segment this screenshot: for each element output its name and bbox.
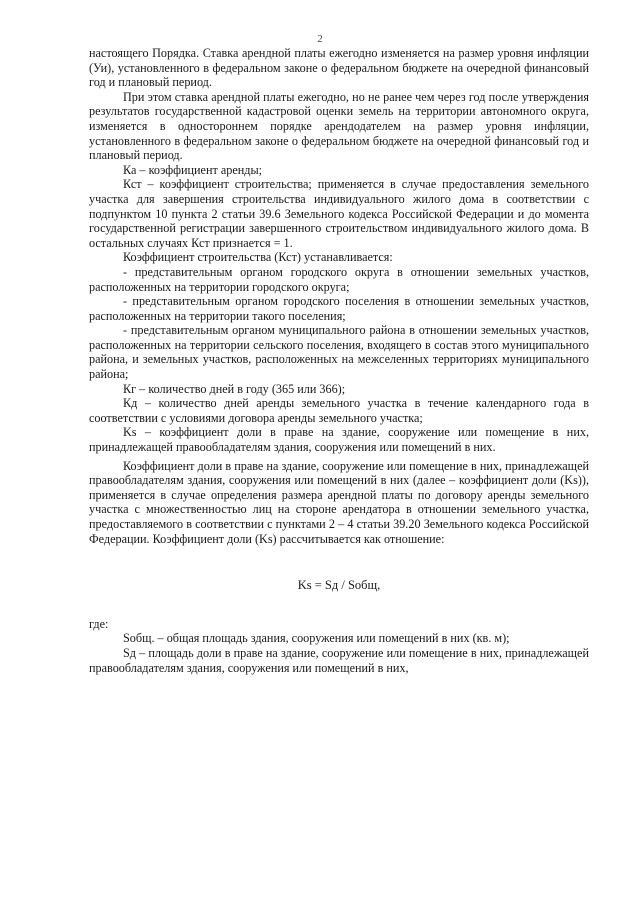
paragraph-rate-change: При этом ставка арендной платы ежегодно, но не ранее чем через год после утверждения результатов государственной кадастровой оценки земель на территории автономного округа, изменяется в одностороннем порядке арендодателем на размер уровня инфляции, установленного в федеральном законе о федеральном бюджете на очередной финансовый год и плановый период.	[89, 89, 589, 163]
list-item-municipal-district: - представительным органом муниципального района в отношении земельных участков, расположенных на территории сельского поселения, входящего в состав этого муниципального района, и земельных участков, расположенных на межселенных территориях муниципального района;	[89, 323, 589, 382]
definition-s-share: Sд – площадь доли в праве на здание, сооружение или помещение в них, принадлежащей правообладателям здания, сооружения или помещений в них,	[89, 645, 589, 675]
paragraph-ks-application: Коэффициент доли в праве на здание, сооружение или помещение в них, принадлежащей правообладателям здания, сооружения или помещений в них (далее – коэффициент доли (Ks)), применяется в случае определения размера арендной платы по договору аренды земельного участка с множественностью лиц на стороне арендатора в отношении земельного участка, предоставляемого в соответствии с пунктами 2 – 4 статьи 39.20 Земельного кодекса Российской Федерации. Коэффициент доли (Ks) рассчитывается как отношение:	[89, 458, 589, 546]
paragraph-ks-definition: Ks – коэффициент доли в праве на здание, сооружение или помещение в них, принадлежащей правообладателям здания, сооружения или помещений в них.	[89, 425, 589, 455]
paragraph-kg-definition: Кг – количество дней в году (365 или 366);	[123, 381, 346, 396]
where-label: где:	[89, 616, 109, 631]
paragraph-ka-definition: Ка – коэффициент аренды;	[123, 162, 263, 177]
definition-s-total: Sобщ. – общая площадь здания, сооружения или помещений в них (кв. м);	[123, 631, 510, 646]
list-item-urban-settlement: - представительным органом городского поселения в отношении земельных участков, расположенных на территории такого поселения;	[89, 294, 589, 323]
page-number: 2	[317, 33, 323, 45]
list-item-urban-district: - представительным органом городского округа в отношении земельных участков, расположенных на территории городского округа;	[89, 264, 589, 294]
document-body	[89, 46, 589, 675]
paragraph-kd-definition: Кд – количество дней аренды земельного участка в течение календарного года в соответствии с условиями договора аренды земельного участка;	[89, 396, 589, 425]
paragraph-kst-established: Коэффициент строительства (Кст) устанавливается:	[123, 250, 393, 265]
paragraph-kst-definition: Кст – коэффициент строительства; применяется в случае предоставления земельного участка для завершения строительства индивидуального жилого дома в соответствии с подпунктом 10 пункта 2 статьи 39.6 Земельного кодекса Российской Федерации и до момента государственной регистрации завершенного строительством индивидуального жилого дома. В остальных случаях Кст признается = 1.	[89, 177, 589, 250]
formula-ks: Ks = Sд / Sобщ,	[297, 578, 381, 593]
paragraph-inflation-continuation: настоящего Порядка. Ставка арендной платы ежегодно изменяется на размер уровня инфляции (Уи), установленного в федеральном законе о федеральном бюджете на очередной финансовый год и плановый период.	[89, 46, 589, 90]
